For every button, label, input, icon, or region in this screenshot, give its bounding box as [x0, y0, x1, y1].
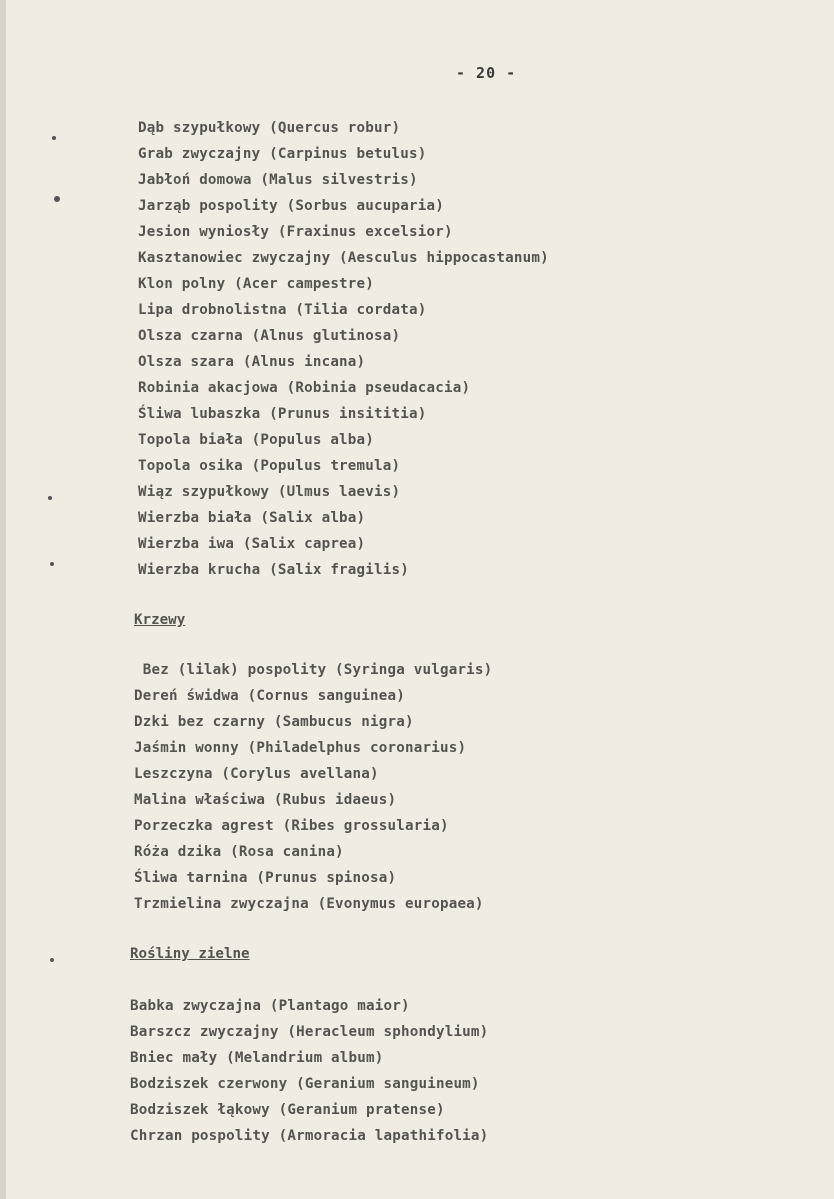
- list-item: Olsza czarna (Alnus glutinosa): [138, 328, 401, 344]
- list-item: Wierzba krucha (Salix fragilis): [138, 562, 409, 578]
- page-number: - 20 -: [456, 64, 517, 82]
- list-item: Olsza szara (Alnus incana): [138, 354, 366, 370]
- list-item: Barszcz zwyczajny (Heracleum sphondylium): [130, 1024, 489, 1040]
- list-item: Śliwa tarnina (Prunus spinosa): [134, 870, 397, 886]
- list-item: Chrzan pospolity (Armoracia lapathifolia): [130, 1128, 489, 1144]
- margin-dot: [50, 562, 54, 566]
- margin-dot: [48, 496, 52, 500]
- list-item: Wierzba biała (Salix alba): [138, 510, 366, 526]
- list-item: Bniec mały (Melandrium album): [130, 1050, 384, 1066]
- list-item: Klon polny (Acer campestre): [138, 276, 375, 292]
- list-item: Topola biała (Populus alba): [138, 432, 375, 448]
- list-item: Malina właściwa (Rubus idaeus): [134, 792, 397, 808]
- list-item: Topola osika (Populus tremula): [138, 458, 401, 474]
- list-item: Lipa drobnolistna (Tilia cordata): [138, 302, 427, 318]
- margin-dot: [52, 136, 56, 140]
- list-item: Dereń świdwa (Cornus sanguinea): [134, 688, 405, 704]
- margin-dot: [50, 958, 54, 962]
- list-item: Dzki bez czarny (Sambucus nigra): [134, 714, 414, 730]
- list-item: Bodziszek czerwony (Geranium sanguineum): [130, 1076, 480, 1092]
- list-item: Śliwa lubaszka (Prunus insititia): [138, 406, 427, 422]
- list-item: Wierzba iwa (Salix caprea): [138, 536, 366, 552]
- section-heading-herbs: Rośliny zielne: [130, 946, 250, 962]
- list-item: Jesion wyniosły (Fraxinus excelsior): [138, 224, 453, 240]
- list-item: Babka zwyczajna (Plantago maior): [130, 998, 410, 1014]
- list-item: Grab zwyczajny (Carpinus betulus): [138, 146, 427, 162]
- list-item: Bodziszek łąkowy (Geranium pratense): [130, 1102, 445, 1118]
- section-heading-shrubs: Krzewy: [134, 612, 186, 628]
- list-item: Leszczyna (Corylus avellana): [134, 766, 379, 782]
- list-item: Dąb szypułkowy (Quercus robur): [138, 120, 401, 136]
- list-item: Porzeczka agrest (Ribes grossularia): [134, 818, 449, 834]
- list-item: Róża dzika (Rosa canina): [134, 844, 344, 860]
- list-item: Jaśmin wonny (Philadelphus coronarius): [134, 740, 467, 756]
- list-item: Wiąz szypułkowy (Ulmus laevis): [138, 484, 401, 500]
- list-item: Jabłoń domowa (Malus silvestris): [138, 172, 418, 188]
- list-item: Kasztanowiec zwyczajny (Aesculus hippocastanum): [138, 250, 549, 266]
- margin-dot: [54, 196, 60, 202]
- list-item: Trzmielina zwyczajna (Evonymus europaea): [134, 896, 484, 912]
- list-item: Robinia akacjowa (Robinia pseudacacia): [138, 380, 471, 396]
- list-item: Bez (lilak) pospolity (Syringa vulgaris): [134, 662, 493, 678]
- list-item: Jarząb pospolity (Sorbus aucuparia): [138, 198, 444, 214]
